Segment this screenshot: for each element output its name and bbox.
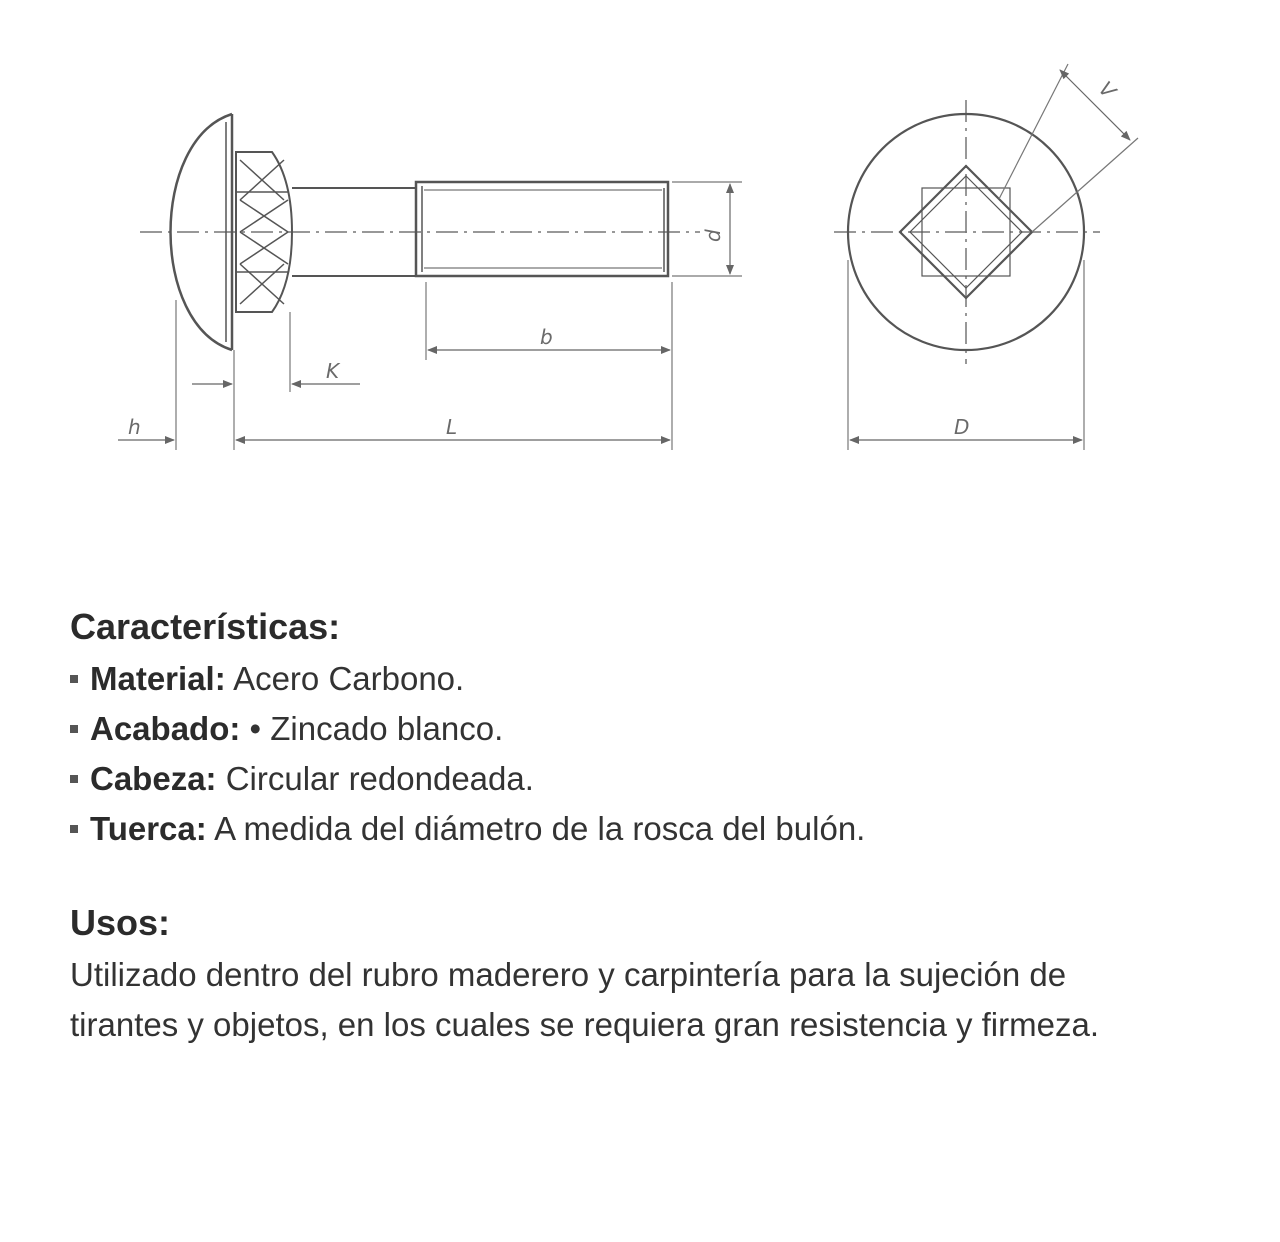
spec-key: Acabado: (90, 710, 241, 747)
spec-value: Circular redondeada. (216, 760, 534, 797)
label-h: h (128, 415, 141, 439)
list-item (70, 804, 1190, 854)
bullet-icon (70, 825, 78, 833)
spec-key: Cabeza: (90, 760, 217, 797)
side-view (118, 114, 742, 450)
spec-key: Tuerca: (90, 810, 207, 847)
usos-text: Utilizado dentro del rubro maderero y carpintería para la sujeción de tirantes y objetos, en los cuales se requiera gran resistencia y firmeza. (70, 956, 1099, 1043)
bullet-icon (70, 725, 78, 733)
bolt-technical-drawing (0, 0, 1280, 520)
label-k: K (326, 359, 340, 383)
label-b: b (540, 325, 553, 349)
bullet-icon (70, 775, 78, 783)
front-view (834, 64, 1138, 450)
list-item (70, 704, 1190, 754)
spec-key: Material: (90, 660, 226, 697)
spec-value: • Zincado blanco. (240, 710, 504, 747)
usos-title: Usos: (70, 902, 171, 943)
caracteristicas-title: Características: (70, 606, 341, 647)
label-v: V (1093, 76, 1121, 104)
bullet-icon (70, 675, 78, 683)
thread (416, 182, 668, 276)
spec-value: A medida del diámetro de la rosca del bulón. (206, 810, 866, 847)
list-item (70, 654, 1190, 704)
spec-value: Acero Carbono. (225, 660, 465, 697)
label-d: d (701, 229, 725, 242)
label-D: D (954, 415, 970, 439)
label-l: L (446, 415, 458, 439)
list-item (70, 754, 1190, 804)
usos-block (70, 900, 1190, 1050)
caracteristicas-list (70, 654, 1190, 854)
product-description (70, 604, 1190, 1050)
